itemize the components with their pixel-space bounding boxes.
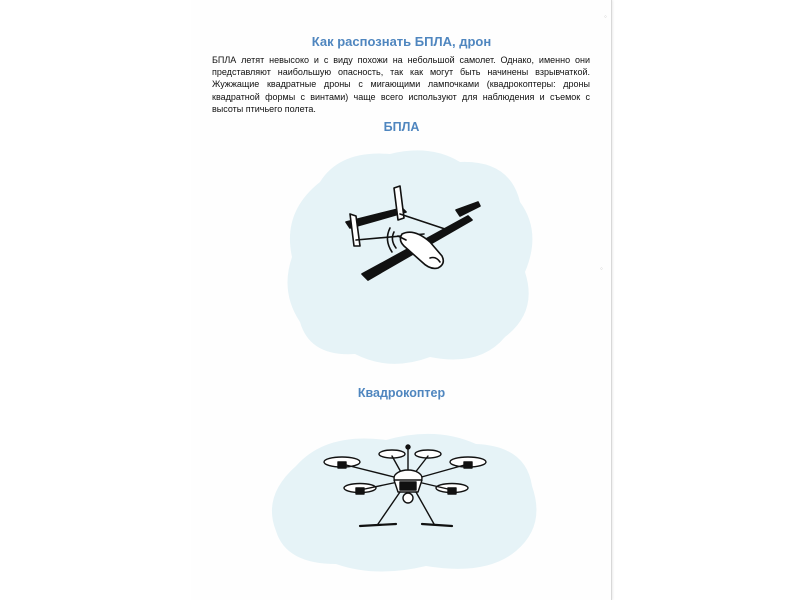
page-title: Как распознать БПЛА, дрон [311, 34, 492, 49]
fixed-wing-drone-illustration [332, 182, 482, 288]
document-page [192, 0, 612, 600]
section-title-uav: БПЛА [383, 120, 420, 134]
page-edge-mark: ◦ [600, 264, 603, 273]
page-edge-mark: ◦ [604, 12, 607, 21]
intro-paragraph: БПЛА летят невысоко и с виду похожи на небольшой самолет. Однако, именно они представляют наибольшую опасность, так как могут быть начинены взрывчаткой. Жужжащие квадратные дроны с мигающими лампочками (квадрокоптеры: дроны квадратной формы с винтами) чаще всего используют для наблюдения и съемок с высоты птичьего полета. [212, 55, 590, 114]
section-title-quadcopter: Квадрокоптер [357, 386, 446, 400]
multirotor-drone-illustration [320, 440, 490, 540]
